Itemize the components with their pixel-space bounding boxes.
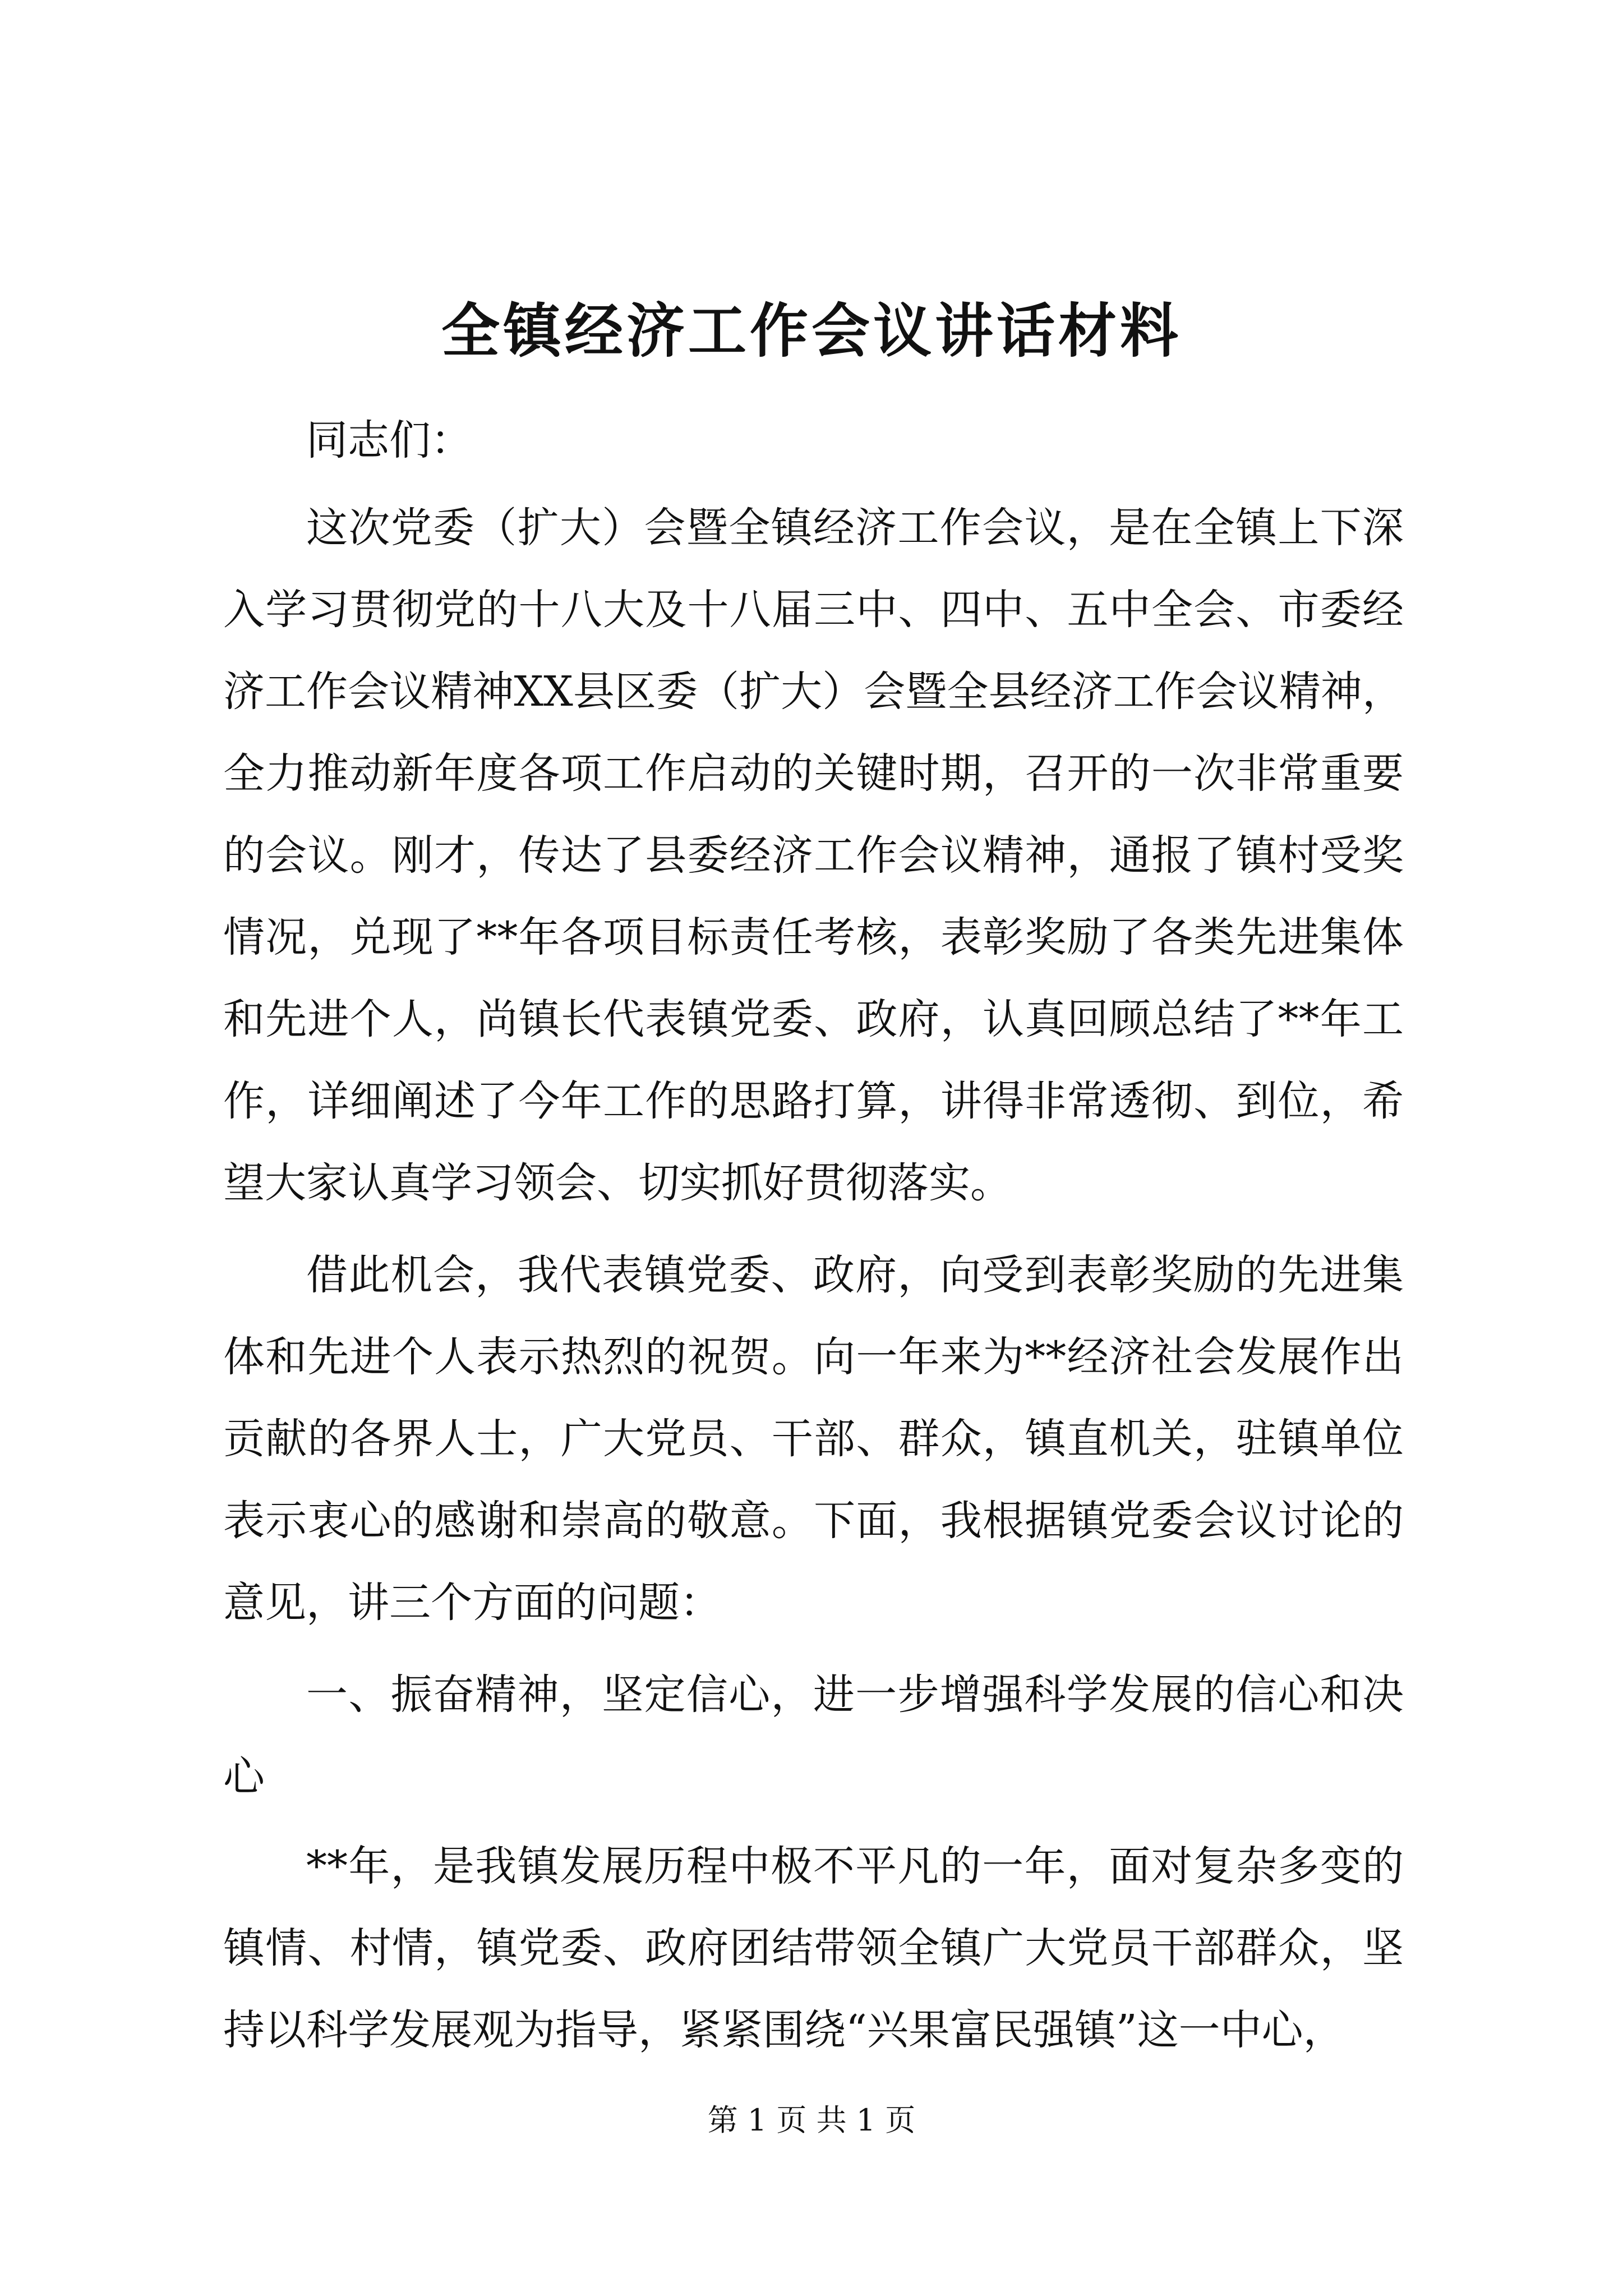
salutation: 同志们： [306, 416, 472, 464]
page-footer: 第 1 页 共 1 页 [707, 2102, 916, 2138]
body-paragraph-1: 这次党委（扩大）会暨全镇经济工作会议，是在全镇上下深入学习贯彻党的十八大及十八届三中、四中、五中全会、市委经济工作会议精神XX县区委（扩大）会暨全县经济工作会议精神，全力推动新年度各项工作启动的关键时期，召开的一次非常重要的会议。刚才，传达了县委经济工作会议精神，通报了镇村受奖情况，兑现了**年各项目标责任考核，表彰奖励了各类先进集体和先进个人，尚镇长代表镇党委、政府，认真回顾总结了**年工作，详细阐述了今年工作的思路打算，讲得非常透彻、到位，希望大家认真学习领会、切实抓好贯彻落实。 [223, 504, 1404, 1207]
document-body [223, 399, 1404, 2081]
section-paragraph-1: **年，是我镇发展历程中极不平凡的一年，面对复杂多变的镇情、村情，镇党委、政府团结带领全镇广大党员干部群众，坚持以科学发展观为指导，紧紧围绕“兴果富民强镇”这一中心， [223, 1842, 1404, 2054]
section-heading-1: 一、振奋精神，坚定信心，进一步增强科学发展的信心和决心 [223, 1671, 1404, 1801]
document-title: 全镇经济工作会议讲话材料 [441, 296, 1182, 365]
body-paragraph-2: 借此机会，我代表镇党委、政府，向受到表彰奖励的先进集体和先进个人表示热烈的祝贺。向一年来为**经济社会发展作出贡献的各界人士，广大党员、干部、群众，镇直机关，驻镇单位表示衷心的感谢和崇高的敬意。下面，我根据镇党委会议讨论的意见，讲三个方面的问题： [223, 1251, 1404, 1627]
